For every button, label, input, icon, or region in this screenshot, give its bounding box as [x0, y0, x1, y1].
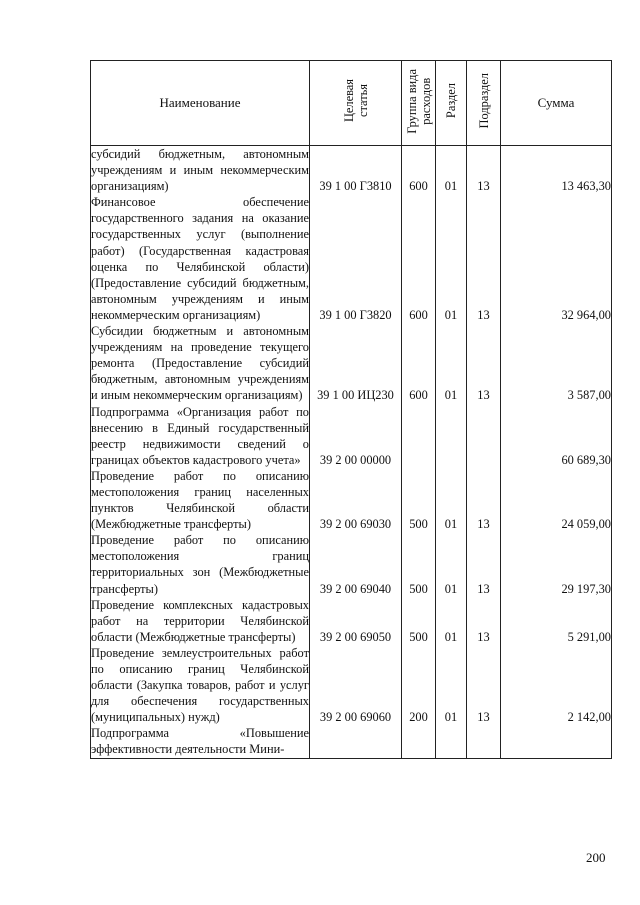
row-code: 39 2 00 00000 [310, 404, 402, 468]
row-name: субсидий бюджетным, автономным учреждениям и иным некоммерческим организациям) [91, 147, 309, 194]
table-row [91, 146, 612, 195]
row-code: 39 1 00 Г3820 [310, 194, 402, 323]
table-row [91, 468, 612, 532]
row-amount: 13 463,30 [501, 146, 612, 195]
row-subsection: 13 [467, 597, 501, 645]
header-subsection-cell [467, 61, 501, 146]
row-amount [501, 725, 612, 758]
row-group: 600 [402, 146, 436, 195]
table-row [91, 532, 612, 596]
row-subsection: 13 [467, 468, 501, 532]
row-subsection: 13 [467, 194, 501, 323]
header-target-article-cell [310, 61, 402, 146]
row-section: 01 [436, 194, 467, 323]
header-amount: Сумма [501, 61, 612, 146]
row-code: 39 1 00 Г3810 [310, 146, 402, 195]
row-code: 39 2 00 69030 [310, 468, 402, 532]
row-amount: 24 059,00 [501, 468, 612, 532]
budget-table [90, 60, 612, 759]
header-expense-group: Группа вида расходов [404, 68, 433, 134]
row-name: Подпрограмма «Повышение эффективности деятельности Мини- [91, 726, 309, 757]
row-name: Проведение землеустроительных работ по описанию границ Челябинской области (Закупка товаров, работ и услуг для обеспечения государственных (муниципальных) нужд) [91, 645, 309, 725]
table-row [91, 194, 612, 323]
row-section: 01 [436, 597, 467, 645]
row-subsection: 13 [467, 645, 501, 725]
table-row [91, 725, 612, 758]
row-name: Проведение работ по описанию местоположения границ территориальных зон (Межбюджетные трансферты) [91, 533, 309, 596]
header-section-cell [436, 61, 467, 146]
row-section: 01 [436, 645, 467, 725]
row-section: 01 [436, 532, 467, 596]
row-group: 600 [402, 194, 436, 323]
row-section: 01 [436, 323, 467, 403]
table-header-row [91, 61, 612, 146]
row-name: Проведение работ по описанию местоположения границ населенных пунктов Челябинской области (Межбюджетные трансферты) [91, 468, 309, 532]
row-code: 39 2 00 69050 [310, 597, 402, 645]
row-code: 39 2 00 69060 [310, 645, 402, 725]
row-section [436, 725, 467, 758]
row-amount: 5 291,00 [501, 597, 612, 645]
row-code: 39 2 00 69040 [310, 532, 402, 596]
row-section: 01 [436, 146, 467, 195]
header-subsection: Подраздел [476, 73, 491, 129]
row-amount: 29 197,30 [501, 532, 612, 596]
row-group: 500 [402, 597, 436, 645]
table-row [91, 645, 612, 725]
row-amount: 2 142,00 [501, 645, 612, 725]
row-group: 500 [402, 532, 436, 596]
row-section [436, 404, 467, 468]
row-group [402, 404, 436, 468]
row-amount: 32 964,00 [501, 194, 612, 323]
row-name: Финансовое обеспечение государственного задания на оказание государственных услуг (выполнение работ) (Государственная кадастровая оценка по Челябинской области) (Предоставление субсидий бюджетным, автономным учреждениям и иным некоммерческим организациям) [91, 195, 309, 322]
row-name: Проведение комплексных кадастровых работ на территории Челябинской области (Межбюджетные трансферты) [91, 597, 309, 644]
row-group [402, 725, 436, 758]
row-code [310, 725, 402, 758]
row-subsection: 13 [467, 146, 501, 195]
table-row [91, 404, 612, 468]
row-subsection: 13 [467, 532, 501, 596]
header-name: Наименование [91, 61, 310, 146]
row-subsection: 13 [467, 323, 501, 403]
row-subsection [467, 404, 501, 468]
row-group: 600 [402, 323, 436, 403]
page-number: 200 [586, 850, 606, 865]
table-row [91, 323, 612, 403]
row-code: 39 1 00 ИЦ230 [310, 323, 402, 403]
header-target-article: Целевая статья [341, 79, 370, 123]
row-name: Субсидии бюджетным и автономным учреждениям на проведение текущего ремонта (Предоставление субсидий бюджетным, автономным учреждениям и иным некоммерческим организациям) [91, 324, 309, 403]
table-row [91, 597, 612, 645]
row-amount: 3 587,00 [501, 323, 612, 403]
row-amount: 60 689,30 [501, 404, 612, 468]
header-section: Раздел [444, 83, 458, 119]
header-expense-group-cell [402, 61, 436, 146]
row-group: 200 [402, 645, 436, 725]
row-name: Подпрограмма «Организация работ по внесению в Единый государственный реестр недвижимости сведений о границах объектов кадастрового учета» [91, 404, 309, 467]
row-group: 500 [402, 468, 436, 532]
row-section: 01 [436, 468, 467, 532]
row-subsection [467, 725, 501, 758]
